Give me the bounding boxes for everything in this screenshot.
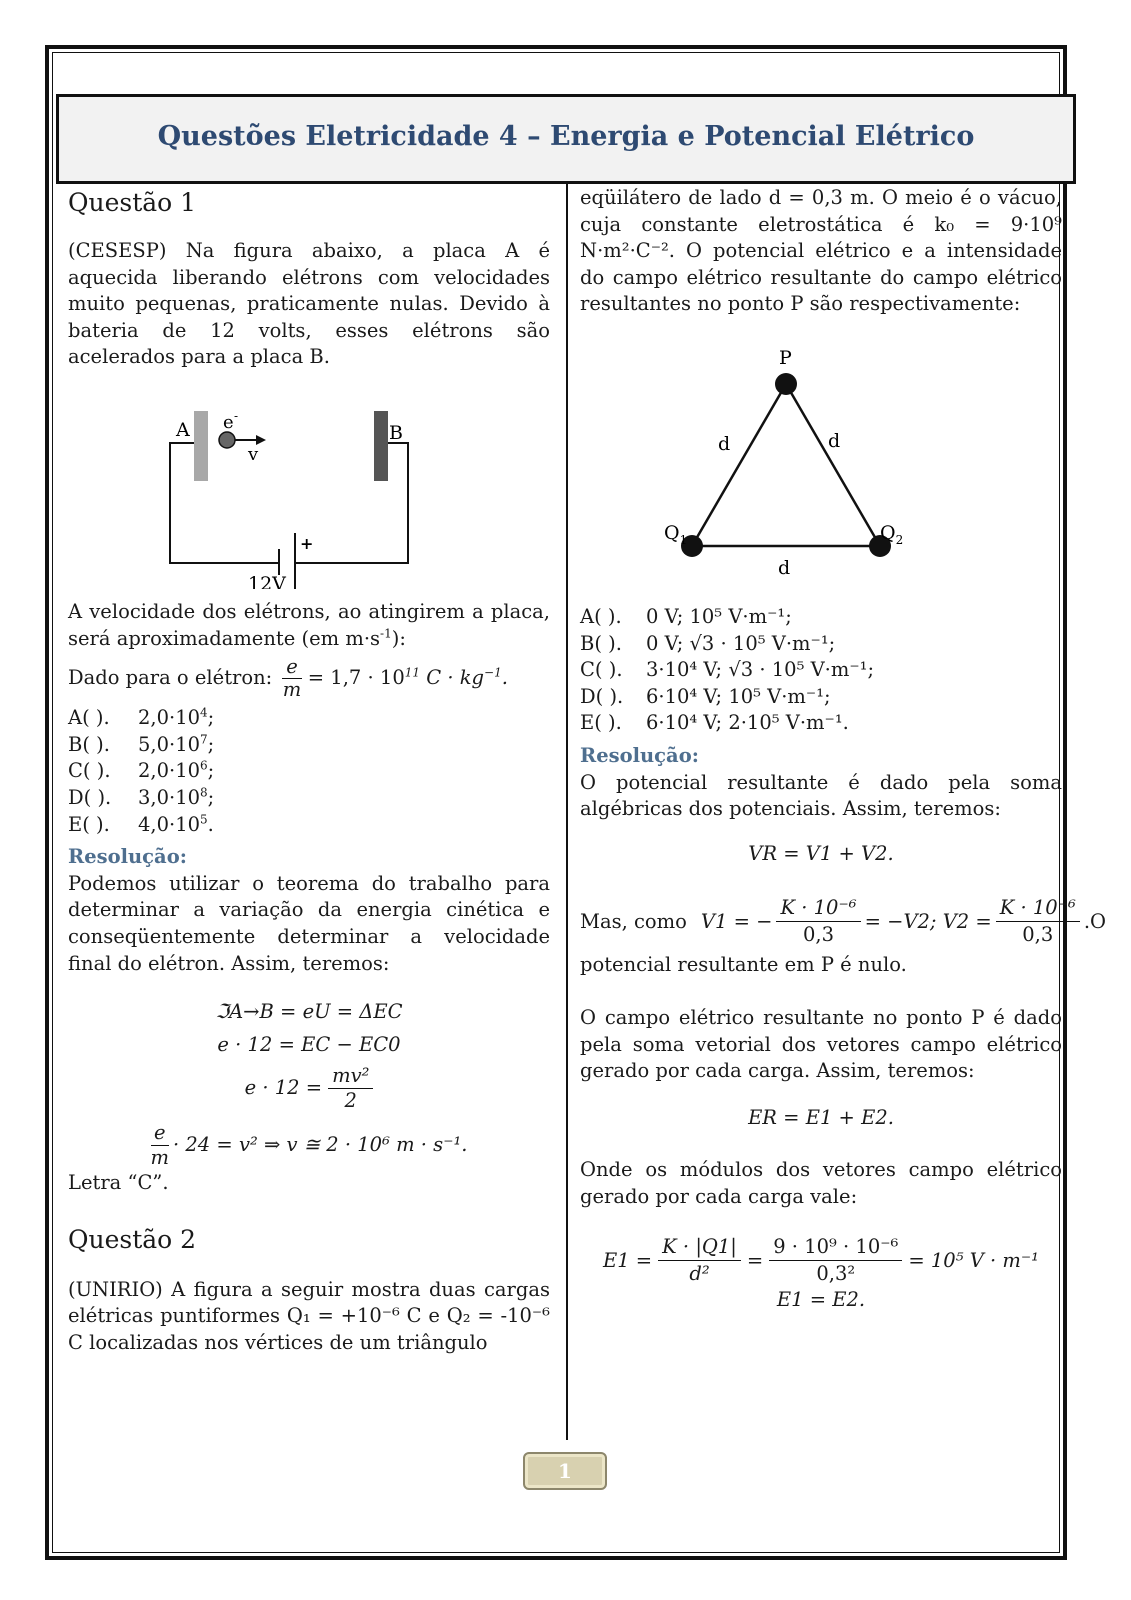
resolution-2-heading: Resolução: bbox=[580, 743, 699, 767]
question-2-title: Questão 2 bbox=[68, 1224, 197, 1254]
equation-e1-e2: E1 = E2. bbox=[776, 1288, 866, 1312]
option-a[interactable]: A( ). $2,0\cdot 10^4$; bbox=[68, 705, 215, 730]
resolution-2-p3: O campo elétrico resultante no ponto P é dado pela soma vetorial dos vetores campo elétrico gerado por cada carga. Assim, teremos: bbox=[580, 1005, 1062, 1083]
battery-label: 12V bbox=[248, 572, 286, 589]
resolution-2-p4: Onde os módulos dos vetores campo elétrico gerado por cada carga vale: bbox=[580, 1158, 1062, 1208]
page-title: Questões Eletricidade 4 – Energia e Potencial Elétrico bbox=[157, 121, 975, 152]
equation-kinetic: e · 12 = $\frac{\text{mv²}}{2}$ bbox=[68, 1064, 550, 1113]
option-e[interactable]: E( ). $4,0\cdot 10^5$. bbox=[68, 812, 214, 836]
question-1-statement: (CESESP) Na figura abaixo, a placa A é aquecida liberando elétrons com velocidades muito pequenas, praticamente nulas. Devido à bateria de 12 volts, esses elétrons são acelerados para a placa B. bbox=[68, 239, 550, 369]
resolution-1-equations bbox=[68, 999, 550, 1170]
triangle-figure bbox=[580, 346, 1062, 586]
left-column bbox=[68, 186, 550, 1357]
column-divider bbox=[566, 184, 568, 1440]
equation-v1-line: Mas, como V1 = − $\frac{\text{K · 10⁻⁶}}{0,3}$ = −V2; V2 = $\frac{\text{K · 10⁻⁶}}{0,3}$ .O bbox=[580, 896, 1107, 947]
option-a[interactable]: A( ). 0 V; 10⁵ V·m⁻¹; bbox=[580, 604, 792, 628]
option-c[interactable]: C( ). 3·10⁴ V; √3 · 10⁵ V·m⁻¹; bbox=[580, 658, 875, 682]
option-d[interactable]: D( ). $3,0\cdot 10^8$; bbox=[68, 785, 215, 809]
plate-b bbox=[374, 411, 388, 481]
resolution-2-p2: potencial resultante em P é nulo. bbox=[580, 953, 907, 977]
circuit-figure bbox=[68, 389, 550, 589]
side-d-bottom: d bbox=[778, 556, 791, 579]
resolution-1-text: Podemos utilizar o teorema do trabalho para determinar a variação da energia cinética e conseqüentemente determinar a velocidade final do elétron. Assim, teremos: bbox=[68, 871, 550, 975]
velocity-label: v bbox=[248, 443, 259, 465]
equation-er: ER = E1 + E2. bbox=[748, 1105, 894, 1129]
right-column bbox=[580, 185, 1107, 1314]
option-b[interactable]: B( ). $5,0\cdot 10^7$; bbox=[68, 732, 215, 756]
q1-label: $Q_1$ bbox=[664, 521, 688, 547]
equation-energy: e · 12 = EC − EC0 bbox=[217, 1032, 401, 1056]
option-b[interactable]: B( ). 0 V; √3 · 10⁵ V·m⁻¹; bbox=[580, 631, 836, 655]
header-box bbox=[56, 94, 1076, 184]
question-1-title: Questão 1 bbox=[68, 188, 197, 217]
option-e[interactable]: E( ). 6·10⁴ V; 2·10⁵ V·m⁻¹. bbox=[580, 711, 849, 735]
option-d[interactable]: D( ). 6·10⁴ V; 10⁵ V·m⁻¹; bbox=[580, 684, 831, 708]
given-fraction: $\frac{e}{m}$ bbox=[282, 655, 302, 702]
point-p-label: P bbox=[779, 346, 792, 369]
electron-label: e bbox=[223, 411, 234, 433]
electron-sign: - bbox=[234, 408, 239, 423]
resolution-2-p1: O potencial resultante é dado pela soma algébricas dos potenciais. Assim, teremos: bbox=[580, 770, 1062, 821]
question-1-prompt: A velocidade dos elétrons, ao atingirem a placa, será aproximadamente (em $m\cdot s^{-1}$): bbox=[68, 599, 550, 650]
plate-a-label: A bbox=[176, 418, 190, 441]
resolution-1-heading: Resolução: bbox=[68, 845, 187, 869]
side-d-left: d bbox=[718, 432, 731, 455]
plate-b-label: B bbox=[389, 421, 403, 444]
equation-velocity: e m · 24 = v² ⇒ v ≅ 2 · 10⁶ m · s⁻¹. bbox=[150, 1121, 468, 1170]
electron-dot bbox=[219, 432, 235, 448]
charge-p-dot bbox=[775, 373, 797, 395]
given-data: Dado para o elétron: $\frac{e}{m}$ = $1,7 \cdot 10^{11}$ $C \cdot kg^{-1}$. bbox=[68, 655, 508, 702]
question-2-statement-continued: eqüilátero de lado d = 0,3 m. O meio é o vácuo, cuja constante eletrostática é k₀ = 9·10⁹ N·m²·C⁻². O potencial elétrico e a intensidade do campo elétrico resultante do campo elétrico resultantes no ponto P são respectivamente: bbox=[580, 186, 1062, 316]
option-c[interactable]: C( ). $2,0\cdot 10^6$; bbox=[68, 758, 215, 783]
side-d-right: d bbox=[828, 429, 841, 452]
question-1-answer: Letra “C”. bbox=[68, 1171, 169, 1195]
equation-vr: VR = V1 + V2. bbox=[748, 841, 894, 865]
equation-work: ℑA→B = eU = ΔEC bbox=[215, 1000, 403, 1024]
equation-e1: E1 = $\frac{K \cdot |Q1|}{\text{d²}}$ = $\frac{\text{9 · 10⁹ · 10⁻⁶}}{\text{0,3²}}$ = 10⁵ V · m⁻¹ bbox=[602, 1235, 1040, 1286]
plate-a bbox=[194, 411, 208, 481]
question-1-options bbox=[68, 705, 550, 838]
battery-plus: + bbox=[300, 533, 314, 553]
question-2-statement: (UNIRIO) A figura a seguir mostra duas cargas elétricas puntiformes Q₁ = +10⁻⁶ C e Q₂ = -10⁻⁶ C localizadas nos vértices de um triângulo bbox=[68, 1277, 550, 1355]
question-2-options bbox=[580, 604, 1062, 737]
page-number-badge: 1 bbox=[523, 1452, 607, 1490]
q2-label: $Q_2$ bbox=[880, 521, 904, 547]
